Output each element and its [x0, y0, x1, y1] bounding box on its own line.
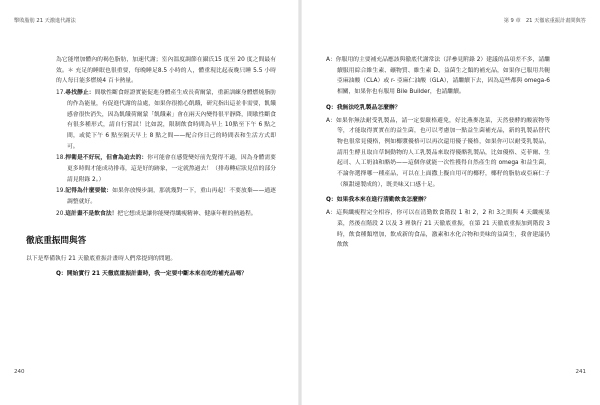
running-header-right: 第 9 章 21 天徹底重振計畫問與答 [503, 18, 586, 24]
list-item: 17.尋找靜止：間歇性斷食經證實能促進身體產生成長荷爾蒙，重新訓練身體燃燒脂肪的作為能量，有促進代謝的益處，如果你很擔心飢餓，研究指出這並非需要，飢餓感會很快消失，因為飢餓荷爾蒙「飢餓素」會在兩天內變得很平靜降，間歇性斷食有很多種形式，請自行嘗試！比如說，限制飲食時間為早上 10點至下午 6 點之間，或從下午 6 點至隔天早上 8 點之間——配合你日己的時間表和生活方式即可。 [56, 90, 276, 150]
running-header-left: 擊敗脂肪 21 天激進代謝法 [14, 18, 76, 24]
answer: A：如果你無法耐受乳製品，請一定要嚴格避免，好比燕麥泡菜，天然發酵的酸液物等等，才能取得實實在的益生菌，也可以考慮加一點益生菌補充品，新的乳製品替代物也很常見優格，例如椰漿優格可以再次還用優子優格，如果你可以耐受乳製品，請用生酵且取自草飼動物的人工乳製品來取得優酪乳製品，比如優格、克菲爾、生起司、人工奶油和酪奶——這個你就能一次性獲得自然產生的 omega 和益生菌，不論你選擇哪一種產品，可以在上面撒上擬自用可的椰籽，椰籽的脂肪或亞麻仁子（額甜速製成的），既美味又口感十足。 [326, 117, 550, 188]
left-text-column [26, 55, 276, 282]
list-item: 20.這計畫不是飲食法！把它想成是讓你能變得纖瘦精神、健康年輕的熱過程。 [56, 210, 257, 217]
question: Q：我無法吃乳製品怎麼辦？ [326, 104, 401, 111]
section-intro: 以下是準備執行 21 天徹底重振計畫時人們常提到的問題。 [26, 255, 177, 262]
answer: A：這與纖瘦程完全相容，你可以在清勤飲食階段 1 和 2，2 和 3之間與 4 天纖瘦果菜，然後在階段 2 以及 3 裡執行 21 天徹底重振，在第 21 天徹底重振加到階段 3 時，飲食種類增加，飲成新的食品，激素和水化合物和美味的益菌生，我會建議仍飲飲 [326, 210, 550, 249]
list-item: 19.記得為什麼要做：如果你放慢步調，那就幾對一下，重山再起！不要放棄——通逐調整就好。 [56, 188, 276, 206]
continuation-paragraph: 為它能增加體內的褐色脂肪，加速代謝；室內溫度調節在攝氏15 度至 20 度之間最有效。＊ 充足的睡眠也很重要，每晚睡足8.5 小時的人，體重現比起夜晚只睡 5.5 小時的人每日能多燃燒4 百卡熱量。 [56, 57, 276, 85]
question: Q：如果我本來在進行清勤飲食怎麼辦？ [326, 197, 430, 204]
page-number-left: 240 [14, 369, 25, 375]
right-page [300, 0, 600, 405]
question: Q：開始實行 21 天徹底重振計畫時，我一定要中斷本來在吃的補充品嗎？ [56, 271, 247, 278]
right-text-column [326, 55, 550, 253]
list-item: 18.捍衛是不好玩，但會為迫去的：你可能會在感覺變好前先覺得不適，因為身體需要更多時間才能成功排毒，這是好的跡象，一定就熬過去！（排毒轉症狀見信的部分請見附錄 2。） [56, 155, 276, 183]
page-number-right: 241 [575, 369, 586, 375]
answer: A：你服用的主要補充品應該與徹底代謝常法（詳參見附錄 2）建議的品項差不多，請繼續服用綜合維生素、礦物質、維生素 D、益菌生之類的補充品，如果你已服用共軛亞麻油酸（CLA）或 r- 亞麻仁油酸（GLA），請繼續下去，因為這些都與 omega-6 相關，如果你也有服用 Bile Builder，也請繼續。 [326, 57, 550, 96]
section-heading: 徹底重振問與答 [26, 235, 87, 246]
